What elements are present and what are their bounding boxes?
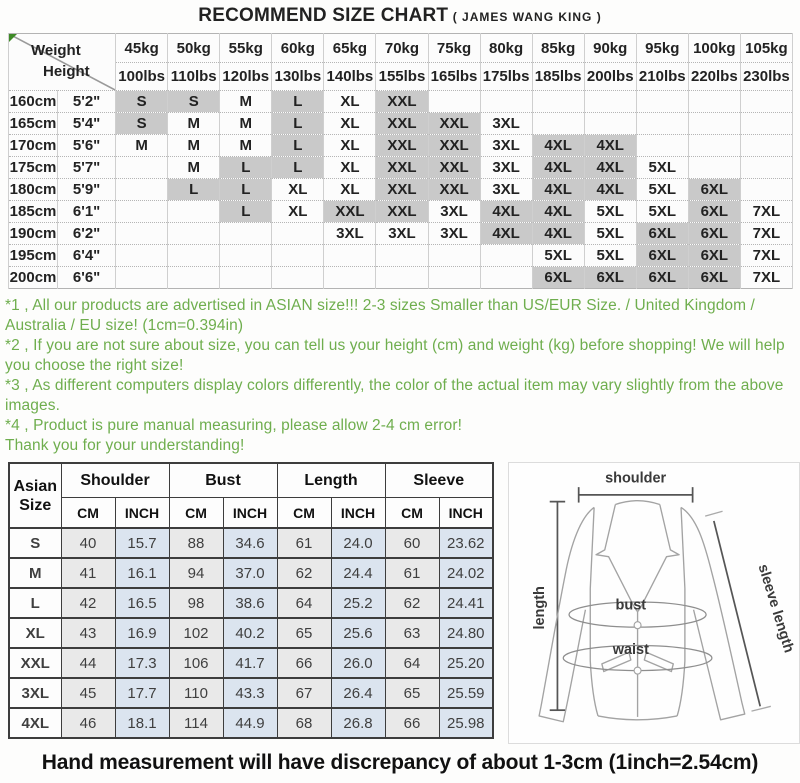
height-cm-cell: 170cm (9, 135, 58, 157)
inch-value-cell: 25.59 (439, 678, 493, 708)
unit-header: CM (385, 498, 439, 529)
size-cell: XXL (376, 157, 428, 179)
unit-header: INCH (439, 498, 493, 529)
jacket-diagram-svg (509, 463, 799, 743)
size-cell: M (168, 135, 220, 157)
weight-lbs-header: 130lbs (272, 63, 324, 91)
waist-label: waist (612, 642, 649, 659)
measure-size-cell: M (9, 558, 61, 588)
size-cell: 4XL (480, 223, 532, 245)
cm-value-cell: 61 (385, 558, 439, 588)
height-cm-cell: 185cm (9, 201, 58, 223)
size-cell: 6XL (636, 223, 688, 245)
cm-value-cell: 42 (61, 588, 115, 618)
weight-kg-header: 75kg (428, 34, 480, 63)
size-cell (584, 113, 636, 135)
size-cell: 3XL (376, 223, 428, 245)
size-cell (740, 157, 792, 179)
weight-lbs-header: 210lbs (636, 63, 688, 91)
inch-value-cell: 26.0 (331, 648, 385, 678)
cm-value-cell: 88 (169, 528, 223, 558)
inch-value-cell: 26.8 (331, 708, 385, 738)
size-cell: 6XL (688, 223, 740, 245)
size-cell: 6XL (688, 245, 740, 267)
weight-lbs-header: 100lbs (116, 63, 168, 91)
weight-kg-header: 60kg (272, 34, 324, 63)
size-cell: XXL (428, 157, 480, 179)
size-cell: 7XL (740, 245, 792, 267)
weight-lbs-header: 155lbs (376, 63, 428, 91)
jacket-diagram (508, 462, 800, 744)
height-ft-cell: 6'2" (58, 223, 116, 245)
size-cell: XL (272, 179, 324, 201)
size-cell (272, 245, 324, 267)
cm-value-cell: 61 (277, 528, 331, 558)
size-cell: XXL (376, 179, 428, 201)
inch-value-cell: 43.3 (223, 678, 277, 708)
unit-header: INCH (223, 498, 277, 529)
inch-value-cell: 34.6 (223, 528, 277, 558)
size-cell: M (220, 91, 272, 113)
size-cell: 5XL (584, 245, 636, 267)
weight-lbs-header: 185lbs (532, 63, 584, 91)
size-cell (116, 201, 168, 223)
cm-value-cell: 102 (169, 618, 223, 648)
size-cell: L (272, 91, 324, 113)
size-cell (688, 113, 740, 135)
size-cell: L (220, 157, 272, 179)
size-cell: 6XL (688, 201, 740, 223)
size-cell (740, 179, 792, 201)
measure-size-cell: 3XL (9, 678, 61, 708)
height-row (9, 223, 793, 245)
size-cell (688, 157, 740, 179)
size-cell (168, 223, 220, 245)
size-cell: 3XL (428, 201, 480, 223)
height-ft-cell: 5'6" (58, 135, 116, 157)
title-sub: ( JAMES WANG KING ) (452, 10, 602, 24)
size-cell: 3XL (480, 157, 532, 179)
inch-value-cell: 26.4 (331, 678, 385, 708)
cm-value-cell: 65 (277, 618, 331, 648)
size-cell (324, 267, 376, 289)
cm-value-cell: 94 (169, 558, 223, 588)
size-cell: XL (324, 157, 376, 179)
inch-value-cell: 37.0 (223, 558, 277, 588)
height-ft-cell: 6'6" (58, 267, 116, 289)
size-cell (220, 267, 272, 289)
size-cell (116, 245, 168, 267)
size-cell (428, 267, 480, 289)
size-cell (688, 135, 740, 157)
size-cell: XXL (376, 91, 428, 113)
size-cell: 5XL (532, 245, 584, 267)
size-cell (116, 179, 168, 201)
size-cell: 3XL (324, 223, 376, 245)
measure-size-cell: 4XL (9, 708, 61, 738)
size-cell: 7XL (740, 267, 792, 289)
size-cell (480, 245, 532, 267)
cm-value-cell: 63 (385, 618, 439, 648)
unit-header: CM (169, 498, 223, 529)
size-cell (324, 245, 376, 267)
bottom-section (8, 462, 800, 744)
length-measure-line (550, 502, 565, 711)
inch-value-cell: 38.6 (223, 588, 277, 618)
cm-value-cell: 60 (385, 528, 439, 558)
cm-value-cell: 114 (169, 708, 223, 738)
size-cell: 3XL (480, 135, 532, 157)
height-cm-cell: 160cm (9, 91, 58, 113)
height-ft-cell: 6'4" (58, 245, 116, 267)
sleeve-length-label: sleeve length (754, 562, 797, 655)
cm-value-cell: 64 (277, 588, 331, 618)
weight-kg-header: 50kg (168, 34, 220, 63)
measure-group-header: Shoulder (61, 463, 169, 498)
inch-value-cell: 15.7 (115, 528, 169, 558)
size-cell (428, 245, 480, 267)
measure-group-header: Sleeve (385, 463, 493, 498)
size-cell: 6XL (636, 245, 688, 267)
note-line: *2 , If you are not sure about size, you can tell us your height (cm) and weight (kg) before shopping! We will help you choose the right size! (5, 337, 785, 374)
inch-value-cell: 16.5 (115, 588, 169, 618)
measure-row (9, 528, 493, 558)
size-cell: 6XL (688, 179, 740, 201)
inch-value-cell: 24.41 (439, 588, 493, 618)
size-cell: 7XL (740, 223, 792, 245)
size-cell (740, 91, 792, 113)
note-line: *1 , All our products are advertised in ASIAN size!!! 2-3 sizes Smaller than US/EUR Size. / United Kingdom / Australia / EU size! (1cm=0.394in) (5, 297, 755, 334)
height-ft-cell: 5'4" (58, 113, 116, 135)
size-cell: XXL (428, 135, 480, 157)
cm-value-cell: 110 (169, 678, 223, 708)
weight-kg-header: 85kg (532, 34, 584, 63)
size-cell: M (220, 135, 272, 157)
cm-value-cell: 66 (385, 708, 439, 738)
cm-value-cell: 67 (277, 678, 331, 708)
corner-weight-label: Weight (31, 42, 81, 59)
weight-kg-header-row (9, 34, 793, 63)
size-cell: S (116, 113, 168, 135)
measure-size-cell: XL (9, 618, 61, 648)
weight-lbs-header: 200lbs (584, 63, 636, 91)
size-cell: 3XL (428, 223, 480, 245)
asian-size-line2: Size (19, 496, 52, 514)
cm-value-cell: 41 (61, 558, 115, 588)
size-cell (584, 91, 636, 113)
inch-value-cell: 24.02 (439, 558, 493, 588)
weight-kg-header: 80kg (480, 34, 532, 63)
size-cell (428, 91, 480, 113)
cm-value-cell: 40 (61, 528, 115, 558)
height-row (9, 91, 793, 113)
size-cell: 4XL (532, 135, 584, 157)
height-cm-cell: 180cm (9, 179, 58, 201)
height-cm-cell: 175cm (9, 157, 58, 179)
height-row (9, 201, 793, 223)
size-cell: 4XL (584, 157, 636, 179)
height-row (9, 157, 793, 179)
weight-lbs-header: 120lbs (220, 63, 272, 91)
weight-height-corner-cell (9, 34, 116, 91)
note-line: *3 , As different computers display colors differently, the color of the actual item may vary slightly from the above images. (5, 377, 784, 414)
excel-corner-marker-icon (9, 34, 17, 42)
cm-value-cell: 98 (169, 588, 223, 618)
size-cell: XXL (428, 179, 480, 201)
size-cell: XL (324, 91, 376, 113)
size-cell: XXL (376, 201, 428, 223)
notes-block (5, 296, 794, 456)
size-cell: XL (324, 135, 376, 157)
measure-group-header: Bust (169, 463, 277, 498)
length-label: length (531, 586, 548, 630)
inch-value-cell: 16.9 (115, 618, 169, 648)
inch-value-cell: 44.9 (223, 708, 277, 738)
cm-value-cell: 68 (277, 708, 331, 738)
weight-lbs-header-row (9, 63, 793, 91)
inch-value-cell: 24.4 (331, 558, 385, 588)
page-title (0, 0, 800, 30)
size-cell: L (272, 113, 324, 135)
size-cell (480, 267, 532, 289)
size-cell: M (116, 135, 168, 157)
size-cell: 4XL (532, 157, 584, 179)
note-line: *4 , Product is pure manual measuring, please allow 2-4 cm error! (5, 417, 463, 434)
size-cell (532, 91, 584, 113)
height-row (9, 245, 793, 267)
weight-kg-header: 65kg (324, 34, 376, 63)
size-cell: M (220, 113, 272, 135)
height-row (9, 113, 793, 135)
size-cell: 3XL (480, 113, 532, 135)
size-cell (220, 223, 272, 245)
height-ft-cell: 6'1" (58, 201, 116, 223)
size-cell (116, 223, 168, 245)
size-cell: S (116, 91, 168, 113)
weight-kg-header: 100kg (688, 34, 740, 63)
weight-lbs-header: 165lbs (428, 63, 480, 91)
cm-value-cell: 62 (277, 558, 331, 588)
size-cell (376, 267, 428, 289)
size-cell: XXL (376, 135, 428, 157)
size-cell: 3XL (480, 179, 532, 201)
measure-unit-header-row (9, 498, 493, 529)
sleeve-measure-line (705, 511, 771, 711)
size-cell: 6XL (584, 267, 636, 289)
cm-value-cell: 65 (385, 678, 439, 708)
size-cell (220, 245, 272, 267)
size-cell (636, 91, 688, 113)
unit-header: CM (277, 498, 331, 529)
weight-kg-header: 105kg (740, 34, 792, 63)
size-cell: 5XL (584, 223, 636, 245)
size-cell: 6XL (532, 267, 584, 289)
size-cell: M (168, 113, 220, 135)
bust-label: bust (615, 597, 647, 614)
inch-value-cell: 24.0 (331, 528, 385, 558)
cm-value-cell: 45 (61, 678, 115, 708)
title-main: RECOMMEND SIZE CHART (198, 5, 449, 26)
cm-value-cell: 46 (61, 708, 115, 738)
weight-kg-header: 45kg (116, 34, 168, 63)
inch-value-cell: 18.1 (115, 708, 169, 738)
size-cell (636, 135, 688, 157)
cm-value-cell: 106 (169, 648, 223, 678)
measure-row (9, 648, 493, 678)
weight-kg-header: 90kg (584, 34, 636, 63)
size-cell: M (168, 157, 220, 179)
weight-lbs-header: 140lbs (324, 63, 376, 91)
height-cm-cell: 200cm (9, 267, 58, 289)
measure-group-header: Length (277, 463, 385, 498)
measure-size-cell: S (9, 528, 61, 558)
size-cell: L (220, 179, 272, 201)
cm-value-cell: 64 (385, 648, 439, 678)
size-cell (480, 91, 532, 113)
size-cell: 4XL (584, 135, 636, 157)
weight-kg-header: 70kg (376, 34, 428, 63)
weight-kg-header: 95kg (636, 34, 688, 63)
size-cell: XXL (324, 201, 376, 223)
size-cell (168, 201, 220, 223)
size-cell (376, 245, 428, 267)
size-cell (272, 223, 324, 245)
measure-group-header-row (9, 463, 493, 498)
size-cell: L (168, 179, 220, 201)
size-cell: 4XL (532, 223, 584, 245)
size-cell: 6XL (688, 267, 740, 289)
size-cell: XL (324, 113, 376, 135)
size-cell: 7XL (740, 201, 792, 223)
size-cell (116, 267, 168, 289)
measurement-table (8, 462, 494, 739)
size-cell (688, 91, 740, 113)
size-cell: 4XL (532, 201, 584, 223)
weight-lbs-header: 230lbs (740, 63, 792, 91)
cm-value-cell: 43 (61, 618, 115, 648)
recommend-size-table-wrap (8, 33, 793, 289)
unit-header: INCH (115, 498, 169, 529)
inch-value-cell: 25.6 (331, 618, 385, 648)
cm-value-cell: 62 (385, 588, 439, 618)
unit-header: CM (61, 498, 115, 529)
measure-row (9, 618, 493, 648)
inch-value-cell: 25.98 (439, 708, 493, 738)
weight-lbs-header: 175lbs (480, 63, 532, 91)
height-ft-cell: 5'2" (58, 91, 116, 113)
height-cm-cell: 165cm (9, 113, 58, 135)
size-cell (532, 113, 584, 135)
corner-height-label: Height (43, 63, 90, 80)
size-cell: 4XL (584, 179, 636, 201)
size-cell: 5XL (636, 201, 688, 223)
size-cell (272, 267, 324, 289)
weight-lbs-header: 220lbs (688, 63, 740, 91)
size-cell: L (220, 201, 272, 223)
inch-value-cell: 23.62 (439, 528, 493, 558)
measure-row (9, 588, 493, 618)
cm-value-cell: 66 (277, 648, 331, 678)
unit-header: INCH (331, 498, 385, 529)
size-cell (740, 135, 792, 157)
measure-row (9, 558, 493, 588)
height-ft-cell: 5'9" (58, 179, 116, 201)
height-row (9, 267, 793, 289)
measure-size-cell: L (9, 588, 61, 618)
measure-row (9, 678, 493, 708)
cm-value-cell: 44 (61, 648, 115, 678)
inch-value-cell: 16.1 (115, 558, 169, 588)
asian-size-line1: Asian (13, 477, 58, 495)
height-row (9, 135, 793, 157)
size-cell: XXL (428, 113, 480, 135)
size-cell: 4XL (480, 201, 532, 223)
asian-size-corner-cell (9, 463, 61, 528)
size-cell: XL (272, 201, 324, 223)
inch-value-cell: 24.80 (439, 618, 493, 648)
size-cell: 5XL (636, 157, 688, 179)
size-cell (168, 267, 220, 289)
measure-size-cell: XXL (9, 648, 61, 678)
note-line: Thank you for your understanding! (5, 437, 245, 454)
size-cell (168, 245, 220, 267)
size-cell: 5XL (636, 179, 688, 201)
size-cell: 4XL (532, 179, 584, 201)
recommend-size-table (8, 33, 793, 289)
inch-value-cell: 40.2 (223, 618, 277, 648)
size-cell (636, 113, 688, 135)
size-cell: 5XL (584, 201, 636, 223)
height-ft-cell: 5'7" (58, 157, 116, 179)
size-cell: XXL (376, 113, 428, 135)
size-cell (116, 157, 168, 179)
weight-kg-header: 55kg (220, 34, 272, 63)
inch-value-cell: 25.2 (331, 588, 385, 618)
height-cm-cell: 190cm (9, 223, 58, 245)
shoulder-label: shoulder (605, 470, 667, 487)
size-cell (740, 113, 792, 135)
inch-value-cell: 41.7 (223, 648, 277, 678)
size-cell: XL (324, 179, 376, 201)
height-cm-cell: 195cm (9, 245, 58, 267)
inch-value-cell: 17.3 (115, 648, 169, 678)
size-cell: 6XL (636, 267, 688, 289)
size-cell: L (272, 135, 324, 157)
size-cell: L (272, 157, 324, 179)
inch-value-cell: 25.20 (439, 648, 493, 678)
inch-value-cell: 17.7 (115, 678, 169, 708)
size-cell: S (168, 91, 220, 113)
footer-note: Hand measurement will have discrepancy of about 1-3cm (1inch=2.54cm) (41, 751, 759, 774)
weight-lbs-header: 110lbs (168, 63, 220, 91)
measure-row (9, 708, 493, 738)
height-row (9, 179, 793, 201)
